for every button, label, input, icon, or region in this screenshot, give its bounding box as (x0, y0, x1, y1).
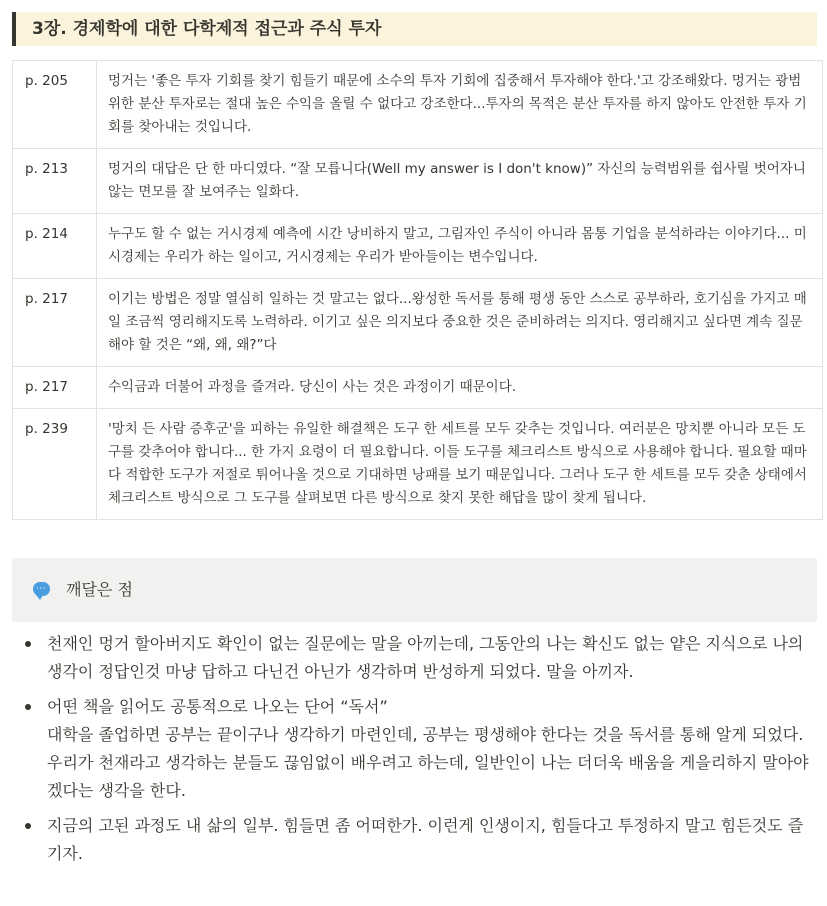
table-row (13, 149, 823, 214)
page-number: p. 217 (13, 367, 97, 409)
speech-bubble-icon: ··· (33, 582, 50, 596)
list-item (22, 693, 812, 805)
list-item (22, 630, 812, 686)
bullet-dot (25, 704, 31, 710)
table-row (13, 367, 823, 409)
page-number: p. 217 (13, 279, 97, 367)
quote-text: 이기는 방법은 정말 열심히 일하는 것 말고는 없다...왕성한 독서를 통해 평생 동안 스스로 공부하라, 호기심을 가지고 매일 조금씩 영리해지도록 노력하라. 이기고 싶은 의지보다 중요한 것은 준비하려는 의지다. 영리해지고 싶다면 계속 질문해야 할 것은 “왜, 왜, 왜?”다 (97, 279, 823, 367)
reflection-text: 천재인 멍거 할아버지도 확인이 없는 질문에는 말을 아끼는데, 그동안의 나는 확신도 없는 얕은 지식으로 나의 생각이 정답인것 마냥 답하고 다닌건 아닌가 생각하며 반성하게 되었다. 말을 아끼자. (47, 634, 804, 681)
reflection-text: 어떤 책을 읽어도 공통적으로 나오는 단어 “독서” (47, 697, 388, 716)
list-item (22, 812, 812, 868)
page-number: p. 214 (13, 214, 97, 279)
quote-text: 수익금과 더불어 과정을 즐겨라. 당신이 사는 것은 과정이기 때문이다. (97, 367, 823, 409)
table-row (13, 409, 823, 520)
table-row (13, 61, 823, 149)
quote-text: 멍거의 대답은 단 한 마디였다. “잘 모릅니다(Well my answer is I don't know)” 자신의 능력범위를 쉽사릴 벗어자니 않는 면모를 잘 보여주는 일화다. (97, 149, 823, 214)
insights-callout (12, 558, 817, 622)
page-number: p. 213 (13, 149, 97, 214)
bullet-dot (25, 641, 31, 647)
bullet-dot (25, 823, 31, 829)
quote-text: '망치 든 사람 증후군'을 피하는 유일한 해결책은 도구 한 세트를 모두 갖추는 것입니다. 여러분은 망치뿐 아니라 모든 도구를 갖추어야 합니다... 한 가지 요령이 더 필요합니다. 이들 도구를 체크리스트 방식으로 사용해야 합니다. 필요할 때마다 적합한 도구가 저절로 튀어나올 것으로 기대하면 낭패를 보기 때문입니다. 그러나 도구 한 세트를 모두 갖춘 상태에서 체크리스트 방식으로 그 도구를 살펴보면 다른 방식으로 찾지 못한 해답을 많이 찾게 됩니다. (97, 409, 823, 520)
page-number: p. 239 (13, 409, 97, 520)
quote-text: 멍거는 '좋은 투자 기회를 찾기 힘들기 때문에 소수의 투자 기회에 집중해서 투자해야 한다.'고 강조해왔다. 멍거는 광범위한 분산 투자로는 절대 높은 수익을 올릴 수 없다고 강조한다...투자의 목적은 분산 투자를 하지 않아도 안전한 투자 기회를 찾아내는 것입니다. (97, 61, 823, 149)
table-row (13, 214, 823, 279)
reflection-text: 지금의 고된 과정도 내 삶의 일부. 힘들면 좀 어떠한가. 이런게 인생이지, 힘들다고 투정하지 말고 힘든것도 즐기자. (47, 816, 804, 863)
callout-title: 깨달은 점 (66, 580, 133, 599)
chapter-heading: 3장. 경제학에 대한 다학제적 접근과 주식 투자 (12, 12, 817, 46)
quote-text: 누구도 할 수 없는 거시경제 예측에 시간 낭비하지 말고, 그림자인 주식이 아니라 몸통 기업을 분석하라는 이야기다... 미시경제는 우리가 하는 일이고, 거시경제는 우리가 받아들이는 변수입니다. (97, 214, 823, 279)
quotes-table (12, 60, 823, 520)
reflection-text-continued: 대학을 졸업하면 공부는 끝이구나 생각하기 마련인데, 공부는 평생해야 한다는 것을 독서를 통해 알게 되었다. 우리가 천재라고 생각하는 분들도 끊임없이 배우려고 하는데, 일반인이 나는 더더욱 배움을 게을리하지 말아야겠다는 생각을 한다. (47, 725, 809, 800)
table-row (13, 279, 823, 367)
page-number: p. 205 (13, 61, 97, 149)
reflections-list (22, 630, 812, 875)
